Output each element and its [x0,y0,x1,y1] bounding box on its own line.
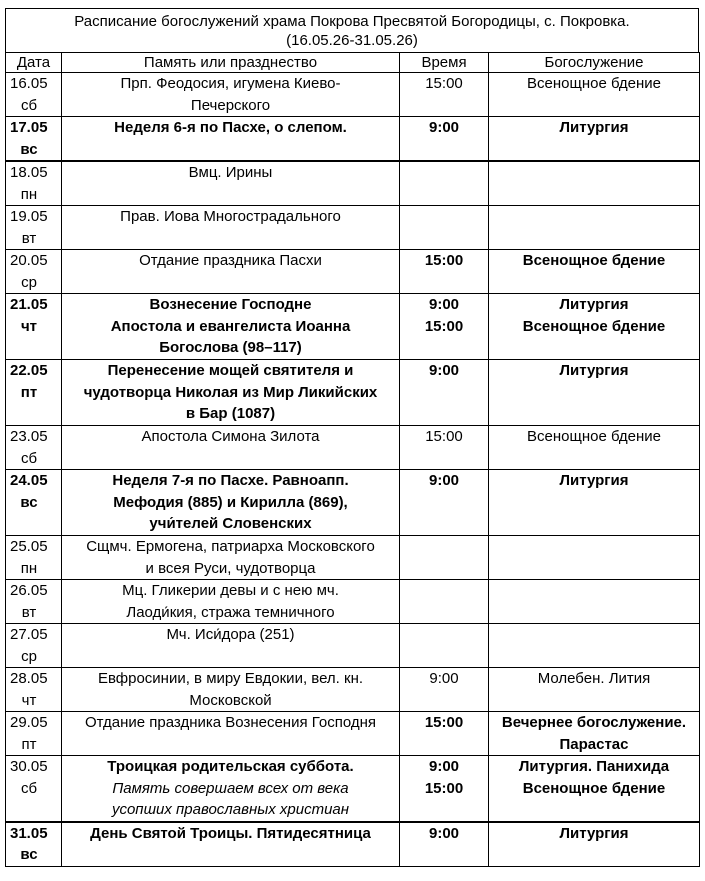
time-cell [400,624,489,668]
memory-cell: Прп. Феодосия, игумена Киево- Печерского [62,73,400,117]
service-cell: Всенощное бдение [489,73,700,117]
service-cell: Литургия [489,822,700,867]
memory-cell: Троицкая родительская суббота. Память совершаем всех от века усопших православных христиан [62,756,400,822]
memory-cell: Отдание праздника Пасхи [62,250,400,294]
memory-cell: Неделя 6-я по Пасхе, о слепом. [62,117,400,162]
date-cell: 29.05 пт [6,712,62,756]
time-cell [400,206,489,250]
table-row [6,822,700,867]
date-cell: 30.05 сб [6,756,62,822]
memory-cell: День Святой Троицы. Пятидесятница [62,822,400,867]
table-row [6,73,700,117]
time-cell: 9:00 15:00 [400,294,489,360]
memory-cell: Прав. Иова Многострадального [62,206,400,250]
document-title [5,8,699,52]
header-memory: Память или празднество [62,53,400,73]
table-row [6,117,700,162]
date-cell: 22.05 пт [6,360,62,426]
memory-cell: Мц. Гликерии девы и с нею мч. Лаоди́кия, стража темничного [62,580,400,624]
service-cell: Литургия. Панихида Всенощное бдение [489,756,700,822]
memory-cell: Апостола Симона Зилота [62,426,400,470]
time-cell: 9:00 [400,360,489,426]
header-service: Богослужение [489,53,700,73]
header-date: Дата [6,53,62,73]
date-cell: 20.05 ср [6,250,62,294]
service-cell [489,536,700,580]
table-row [6,470,700,536]
memory-cell: Вознесение Господне Апостола и евангелиста Иоанна Богослова (98–117) [62,294,400,360]
memory-cell: Сщмч. Ермогена, патриарха Московского и всея Руси, чудотворца [62,536,400,580]
table-row [6,426,700,470]
service-cell [489,580,700,624]
time-cell [400,536,489,580]
service-cell: Вечернее богослужение. Парастас [489,712,700,756]
table-row [6,250,700,294]
date-cell: 23.05 сб [6,426,62,470]
date-cell: 25.05 пн [6,536,62,580]
table-row [6,360,700,426]
service-cell: Литургия [489,360,700,426]
table-row [6,206,700,250]
date-cell: 31.05 вс [6,822,62,867]
date-cell: 16.05 сб [6,73,62,117]
memory-cell: Отдание праздника Вознесения Господня [62,712,400,756]
time-cell: 9:00 [400,117,489,162]
table-row [6,712,700,756]
time-cell: 9:00 [400,470,489,536]
table-row [6,624,700,668]
date-cell: 28.05 чт [6,668,62,712]
header-time: Время [400,53,489,73]
date-cell: 27.05 ср [6,624,62,668]
time-cell: 15:00 [400,73,489,117]
header-row [6,53,700,73]
schedule-document [5,8,699,867]
table-row [6,668,700,712]
time-cell: 9:00 15:00 [400,756,489,822]
table-row [6,756,700,822]
service-cell: Литургия Всенощное бдение [489,294,700,360]
title-main: Расписание богослужений храма Покрова Пресвятой Богородицы, с. Покровка. [74,13,630,30]
date-cell: 26.05 вт [6,580,62,624]
time-cell: 9:00 [400,822,489,867]
memory-cell: Евфросинии, в миру Евдокии, вел. кн. Московской [62,668,400,712]
title-period: (16.05.26-31.05.26) [286,32,418,49]
date-cell: 21.05 чт [6,294,62,360]
memory-cell: Неделя 7-я по Пасхе. Равноапп. Мефодия (885) и Кирилла (869), учи́телей Словенских [62,470,400,536]
service-cell [489,624,700,668]
service-cell: Всенощное бдение [489,250,700,294]
service-cell: Литургия [489,470,700,536]
time-cell [400,580,489,624]
service-cell: Молебен. Лития [489,668,700,712]
memory-cell: Вмц. Ирины [62,161,400,206]
time-cell: 15:00 [400,426,489,470]
schedule-table [5,52,700,867]
date-cell: 18.05 пн [6,161,62,206]
date-cell: 24.05 вс [6,470,62,536]
time-cell: 15:00 [400,712,489,756]
table-row [6,580,700,624]
table-row [6,161,700,206]
memory-cell: Мч. Иси́дора (251) [62,624,400,668]
memory-cell: Перенесение мощей святителя и чудотворца Николая из Мир Ликийских в Бар (1087) [62,360,400,426]
table-row [6,536,700,580]
time-cell [400,161,489,206]
table-row [6,294,700,360]
date-cell: 19.05 вт [6,206,62,250]
service-cell [489,161,700,206]
date-cell: 17.05 вс [6,117,62,162]
service-cell [489,206,700,250]
service-cell: Всенощное бдение [489,426,700,470]
time-cell: 9:00 [400,668,489,712]
service-cell: Литургия [489,117,700,162]
time-cell: 15:00 [400,250,489,294]
